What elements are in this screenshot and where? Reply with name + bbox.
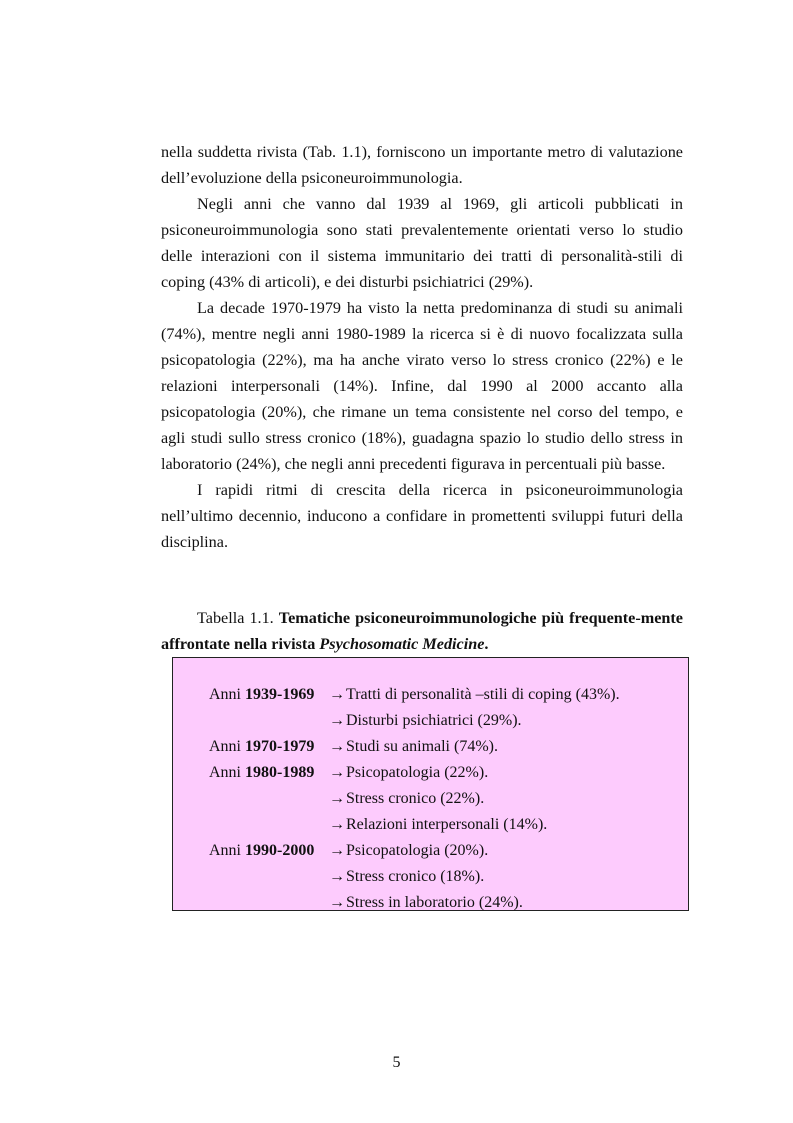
arrow-icon: → [329,894,345,911]
body-text [161,139,683,555]
table-row [209,864,620,890]
table-row-topic: Stress cronico (22%). [346,790,485,807]
table-row-period: Anni 1939-1969 [209,686,315,703]
table-row-topic: Psicopatologia (22%). [346,764,489,781]
caption-journal: Psychosomatic Medicine [319,635,485,653]
arrow-icon: → [329,842,345,859]
table-row-period: Anni 1980-1989 [209,764,315,781]
table-row [209,890,620,916]
table-row-period [209,890,329,916]
table-row-period [209,708,329,734]
paragraph-2: Negli anni che vanno dal 1939 al 1969, gli articoli pubblicati in psiconeuroimmunologia sono stati prevalentemente orientati verso lo studio delle interazioni con il sistema immunitario dei tratti di personalità-stili di coping (43% di articoli), e dei disturbi psichiatrici (29%). [161,195,683,291]
table-row-period: Anni 1970-1979 [209,738,315,755]
paragraph-4: I rapidi ritmi di crescita della ricerca in psiconeuroimmunologia nell’ultimo decennio, inducono a confidare in promettenti sviluppi futuri della disciplina. [161,481,683,551]
table-row [209,838,620,864]
paragraph-3: La decade 1970-1979 ha visto la netta predominanza di studi su animali (74%), mentre negli anni 1980-1989 la ricerca si è di nuovo focalizzata sulla psicopatologia (22%), ma ha anche virato verso lo stress cronico (22%) e le relazioni interpersonali (14%). Infine, dal 1990 al 2000 accanto alla psicopatologia (20%), che rimane un tema consistente nel corso del tempo, e agli studi sullo stress cronico (18%), guadagna spazio lo studio dello stress in laboratorio (24%), che negli anni precedenti figurava in percentuali più basse. [161,299,683,473]
arrow-icon: → [329,738,345,755]
arrow-icon: → [329,816,345,833]
arrow-icon: → [329,790,345,807]
arrow-icon: → [329,868,345,885]
table-row [209,682,620,708]
table-row-topic: Stress cronico (18%). [346,868,485,885]
table-row-topic: Psicopatologia (20%). [346,842,489,859]
page-number: 5 [392,1054,401,1071]
table-row-period [209,786,329,812]
table-row-period: Anni 1990-2000 [209,842,315,859]
table-row [209,734,620,760]
caption-title: Tematiche psiconeuroimmunologiche più frequente-mente affrontate nella rivista Psychosomatic Medicine. [161,609,683,653]
table-row-topic: Disturbi psichiatrici (29%). [346,712,522,729]
table-row [209,708,620,734]
table-caption [161,605,683,657]
table-row-period [209,812,329,838]
table-row-topic: Stress in laboratorio (24%). [346,894,523,911]
table-row-topic: Relazioni interpersonali (14%). [346,816,548,833]
paragraph-1: nella suddetta rivista (Tab. 1.1), forniscono un importante metro di valutazione dell’evoluzione della psiconeuroimmunologia. [161,143,683,187]
topics-table [172,657,689,911]
table-row [209,812,620,838]
table-row-period [209,864,329,890]
table-row-topic: Studi su animali (74%). [346,738,498,755]
table-rows [209,682,620,916]
table-row-topic: Tratti di personalità –stili di coping (43%). [346,686,620,703]
table-row [209,786,620,812]
table-row [209,760,620,786]
caption-label: Tabella 1.1. [197,609,274,627]
arrow-icon: → [329,686,345,703]
arrow-icon: → [329,764,345,781]
arrow-icon: → [329,712,345,729]
